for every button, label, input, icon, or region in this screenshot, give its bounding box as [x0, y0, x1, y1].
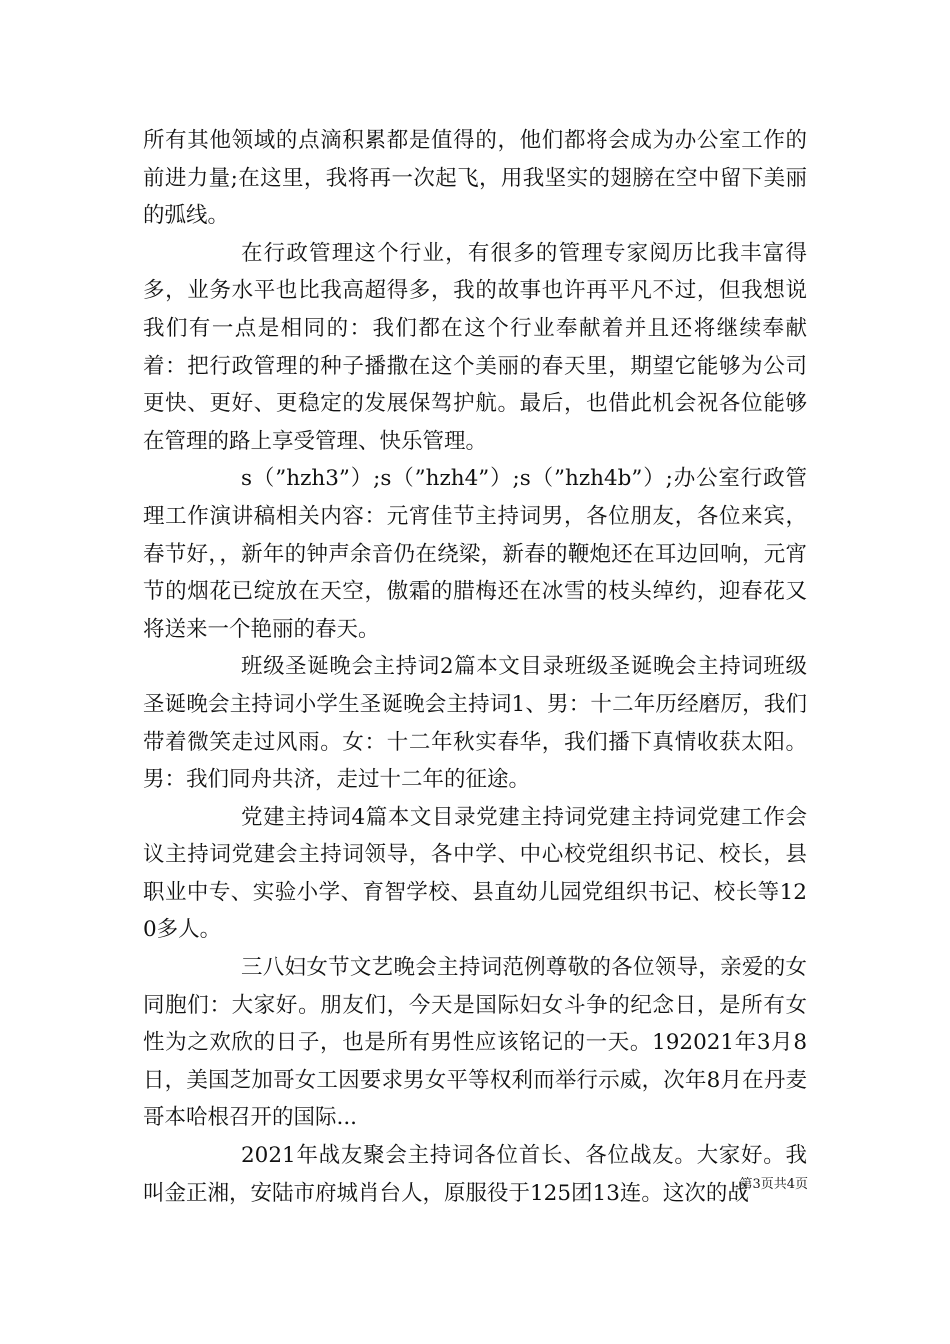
- paragraph-4: 班级圣诞晚会主持词2篇本文目录班级圣诞晚会主持词班级圣诞晚会主持词小学生圣诞晚会主持词1、男：十二年历经磨厉，我们带着微笑走过风雨。女：十二年秋实春华，我们播下真情收获太阳。男：我们同舟共济，走过十二年的征途。: [143, 654, 807, 793]
- paragraph-7: 2021年战友聚会主持词各位首长、各位战友。大家好。我叫金正湘，安陆市府城肖台人，原服役于125团13连。这次的战: [143, 1143, 807, 1206]
- paragraph-2: 在行政管理这个行业，有很多的管理专家阅历比我丰富得多，业务水平也比我高超得多，我的故事也许再平凡不过，但我想说我们有一点是相同的：我们都在这个行业奉献着并且还将继续奉献着：把行政管理的种子播撒在这个美丽的春天里，期望它能够为公司更快、更好、更稳定的发展保驾护航。最后，也借此机会祝各位能够在管理的路上享受管理、快乐管理。: [143, 240, 807, 454]
- paragraph-1: 所有其他领域的点滴积累都是值得的，他们都将会成为办公室工作的前进力量;在这里，我将再一次起飞，用我坚实的翅膀在空中留下美丽的弧线。: [143, 128, 807, 229]
- page-number: 第3页共4页: [739, 1177, 808, 1192]
- document-body: [143, 122, 807, 1212]
- paragraph-6: 三八妇女节文艺晚会主持词范例尊敬的各位领导，亲爱的女同胞们：大家好。朋友们，今天是国际妇女斗争的纪念日，是所有女性为之欢欣的日子，也是所有男性应该铭记的一天。192021年3月8日，美国芝加哥女工因要求男女平等权利而举行示威，次年8月在丹麦哥本哈根召开的国际...: [143, 955, 807, 1131]
- paragraph-3: s（”hzh3”）;s（”hzh4”）;s（”hzh4b”）;办公室行政管理工作演讲稿相关内容：元宵佳节主持词男，各位朋友，各位来宾，春节好，，新年的钟声余音仍在绕梁，新春的鞭炮还在耳边回响，元宵节的烟花已绽放在天空，傲霜的腊梅还在冰雪的枝头绰约，迎春花又将送来一个艳丽的春天。: [143, 466, 807, 642]
- paragraph-5: 党建主持词4篇本文目录党建主持词党建主持词党建工作会议主持词党建会主持词领导，各中学、中心校党组织书记、校长，县职业中专、实验小学、育智学校、县直幼儿园党组织书记、校长等120多人。: [143, 804, 807, 943]
